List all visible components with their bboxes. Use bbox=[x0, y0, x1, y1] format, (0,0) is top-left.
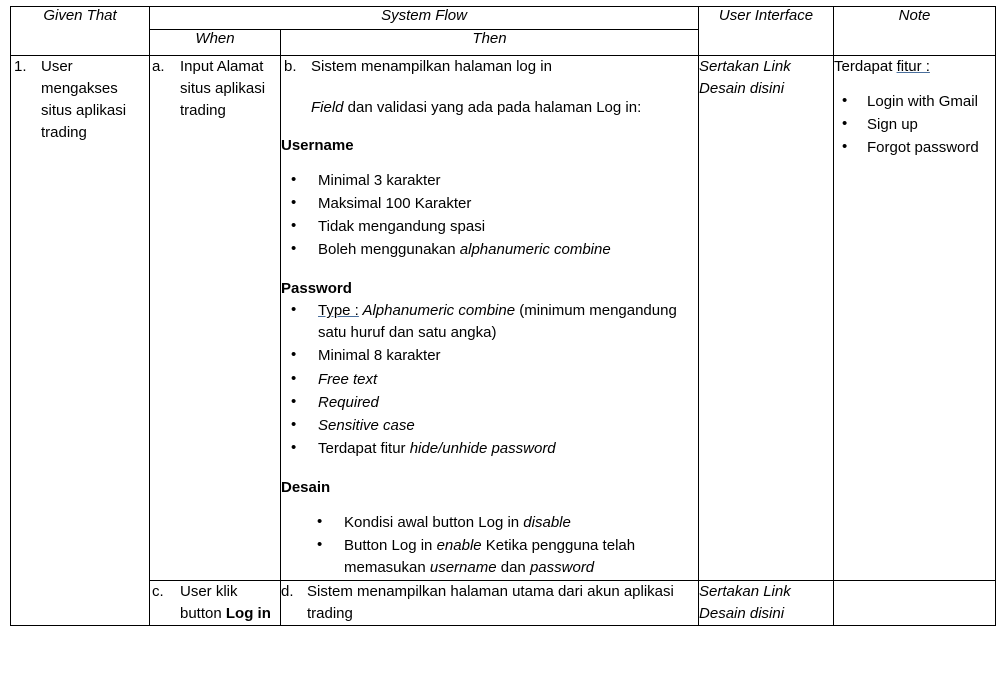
section-title-desain: Desain bbox=[281, 478, 331, 496]
rule-text-italic: alphanumeric combine bbox=[459, 241, 611, 259]
list-item bbox=[834, 137, 995, 159]
rule-text-italic: Alphanumeric combine bbox=[358, 302, 516, 320]
list-item bbox=[281, 345, 698, 367]
rule-text: Terdapat fitur bbox=[318, 439, 410, 457]
rule-text: Button Log in bbox=[344, 536, 437, 554]
spacer bbox=[281, 157, 698, 170]
then-subheading bbox=[281, 97, 698, 119]
spacer bbox=[281, 119, 698, 135]
section-title-password: Password bbox=[281, 280, 352, 298]
spacer bbox=[281, 499, 698, 512]
rule-text-italic: hide/unhide password bbox=[409, 439, 556, 457]
rule-label-underlined: Type : bbox=[318, 302, 359, 320]
then-subheading-italic: Field bbox=[311, 99, 344, 117]
rule-text: (minimum mengandung satu huruf dan satu angka) bbox=[318, 302, 677, 342]
when-marker-c: c. bbox=[152, 582, 164, 600]
header-system-flow: System Flow bbox=[150, 7, 699, 30]
then-marker-b: b. bbox=[284, 58, 297, 75]
list-item bbox=[281, 193, 698, 215]
rule-text: Kondisi awal button Log in bbox=[344, 513, 524, 531]
username-rules-list bbox=[281, 170, 698, 261]
given-that-item bbox=[11, 56, 149, 144]
cell-note-1 bbox=[834, 56, 996, 581]
cell-when-2 bbox=[150, 580, 281, 625]
rule-text: Ketika pengguna telah memasukan bbox=[344, 536, 636, 576]
spacer bbox=[281, 461, 698, 477]
cell-then-1 bbox=[281, 56, 699, 581]
when-text-a: Input Alamat situs aplikasi trading bbox=[180, 58, 266, 120]
rule-text-italic: username bbox=[429, 558, 497, 576]
password-rules-list bbox=[281, 300, 698, 459]
ui-link-text-line2: Desain disini bbox=[699, 80, 785, 98]
ui-link-text-line1: Sertakan Link bbox=[699, 582, 791, 600]
ui-link-text-line2: Desain disini bbox=[699, 604, 785, 622]
section-title-username: Username bbox=[281, 137, 354, 155]
note-item-text: Sign up bbox=[867, 116, 918, 134]
list-item bbox=[281, 170, 698, 192]
when-item-c bbox=[150, 581, 280, 625]
table-row bbox=[11, 580, 996, 625]
list-item bbox=[834, 114, 995, 136]
cell-given-that bbox=[11, 56, 150, 626]
spacer bbox=[834, 78, 995, 91]
then-heading: Sistem menampilkan halaman log in bbox=[311, 58, 552, 75]
header-then: Then bbox=[281, 30, 699, 56]
then-marker-d: d. bbox=[281, 582, 294, 600]
given-that-marker: 1. bbox=[14, 58, 27, 75]
note-item-text: Forgot password bbox=[867, 139, 979, 157]
list-item bbox=[281, 239, 698, 261]
then-item-d bbox=[281, 581, 698, 625]
cell-user-interface-1 bbox=[699, 56, 834, 581]
then-text-d: Sistem menampilkan halaman utama dari akun aplikasi trading bbox=[307, 582, 674, 622]
header-note: Note bbox=[834, 7, 996, 56]
rule-text-italic: enable bbox=[436, 536, 482, 554]
then-item-b bbox=[281, 56, 698, 78]
table-header bbox=[11, 7, 996, 56]
list-item bbox=[834, 91, 995, 113]
rule-text-italic: Sensitive case bbox=[318, 416, 415, 434]
table-body bbox=[11, 56, 996, 626]
list-item bbox=[281, 415, 698, 437]
note-lead-line bbox=[834, 56, 995, 78]
header-user-interface: User Interface bbox=[699, 7, 834, 56]
cell-then-2 bbox=[281, 580, 699, 625]
rule-text-italic: Free text bbox=[318, 370, 378, 388]
then-subheading-rest: dan validasi yang ada pada halaman Log in: bbox=[343, 99, 642, 117]
list-item bbox=[281, 512, 698, 534]
rule-text: Boleh menggunakan bbox=[318, 241, 460, 259]
list-item bbox=[281, 438, 698, 460]
note-lead-text: Terdapat bbox=[834, 58, 897, 75]
rule-text: Minimal 3 karakter bbox=[318, 172, 441, 190]
rule-text: Maksimal 100 Karakter bbox=[318, 195, 472, 213]
rule-text: Tidak mengandung spasi bbox=[318, 218, 486, 236]
header-given-that: Given That bbox=[11, 7, 150, 56]
cell-note-2 bbox=[834, 580, 996, 625]
rule-text-italic: password bbox=[529, 558, 595, 576]
list-item bbox=[281, 300, 698, 344]
list-item bbox=[281, 216, 698, 238]
list-item bbox=[281, 535, 698, 579]
note-item-text: Login with Gmail bbox=[867, 93, 978, 111]
desain-rules-list bbox=[281, 512, 698, 579]
rule-text: dan bbox=[496, 558, 530, 576]
rule-text: Minimal 8 karakter bbox=[318, 347, 441, 365]
note-lead-underlined: fitur : bbox=[896, 58, 930, 75]
spacer bbox=[281, 262, 698, 278]
given-that-text: User mengakses situs aplikasi trading bbox=[41, 58, 127, 142]
cell-user-interface-2 bbox=[699, 580, 834, 625]
spacer bbox=[281, 78, 698, 97]
document-page bbox=[0, 6, 1003, 688]
header-row-1 bbox=[11, 7, 996, 30]
when-text-c-bold: Log in bbox=[225, 604, 271, 622]
cell-when-1 bbox=[150, 56, 281, 581]
when-item-a bbox=[150, 56, 280, 122]
ui-link-text-line1: Sertakan Link bbox=[699, 58, 791, 75]
table-row bbox=[11, 56, 996, 581]
when-text-c: User klik button bbox=[180, 582, 238, 622]
list-item bbox=[281, 369, 698, 391]
note-feature-list bbox=[834, 91, 995, 159]
requirements-table bbox=[10, 6, 996, 626]
list-item bbox=[281, 392, 698, 414]
rule-text-italic: Required bbox=[318, 393, 379, 411]
header-when: When bbox=[150, 30, 281, 56]
rule-text-italic: disable bbox=[523, 513, 571, 531]
when-marker-a: a. bbox=[152, 58, 165, 75]
